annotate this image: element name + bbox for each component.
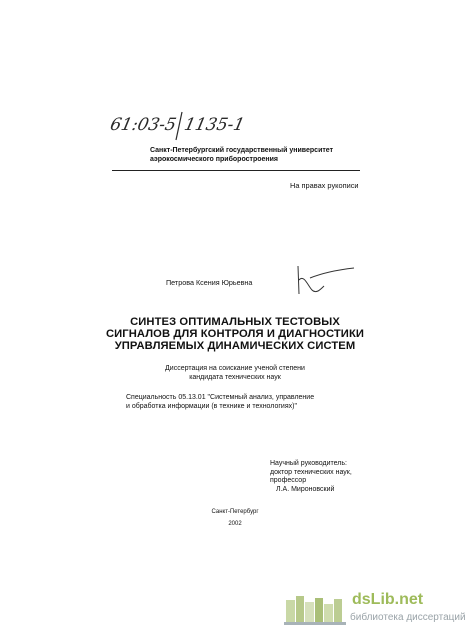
dslib-watermark[interactable] [280, 590, 466, 630]
title-line-3: УПРАВЛЯЕМЫХ ДИНАМИЧЕСКИХ СИСТЕМ [114, 340, 356, 352]
advisor-name: Л.А. Мироновский [276, 485, 335, 493]
author-signature [290, 260, 360, 300]
scientific-advisor [270, 460, 370, 494]
university-line-2: аэрокосмического приборостроения [150, 156, 279, 163]
title-line-2: СИГНАЛОВ ДЛЯ КОНТРОЛЯ И ДИАГНОСТИКИ [105, 328, 365, 340]
dissertation-title [100, 316, 370, 352]
header-divider [112, 170, 360, 171]
author-name: Петрова Ксения Юрьевна [166, 278, 253, 287]
degree-line-2: кандидата технических наук [189, 374, 281, 381]
watermark-brand: dsLib.net [352, 591, 424, 608]
advisor-heading: Научный руководитель: [270, 460, 347, 467]
manuscript-rights: На правах рукописи [290, 181, 359, 190]
title-line-1: СИНТЕЗ ОПТИМАЛЬНЫХ ТЕСТОВЫХ [130, 316, 340, 328]
city: Санкт-Петербург [211, 509, 259, 515]
specialty-line-1: Специальность 05.13.01 "Системный анализ, управление [126, 394, 315, 401]
svg-text:1135-1: 1135-1 [182, 115, 247, 135]
university-name [150, 146, 380, 164]
specialty-statement [126, 393, 356, 411]
degree-line-1: Диссертация на соискание ученой степени [165, 365, 305, 372]
degree-statement [120, 364, 350, 382]
books-logo-icon [284, 592, 346, 628]
svg-text:61:03-5: 61:03-5 [108, 115, 179, 135]
watermark-subtitle: библиотека диссертаций [350, 612, 466, 623]
handwritten-catalog-number [108, 108, 252, 142]
advisor-title: профессор [270, 477, 307, 485]
university-line-1: Санкт-Петербургский государственный университет [150, 147, 334, 154]
advisor-degree: доктор технических наук, [270, 468, 352, 476]
specialty-line-2: и обработка информации (в технике и технологиях)" [126, 403, 297, 410]
year: 2002 [228, 521, 242, 527]
